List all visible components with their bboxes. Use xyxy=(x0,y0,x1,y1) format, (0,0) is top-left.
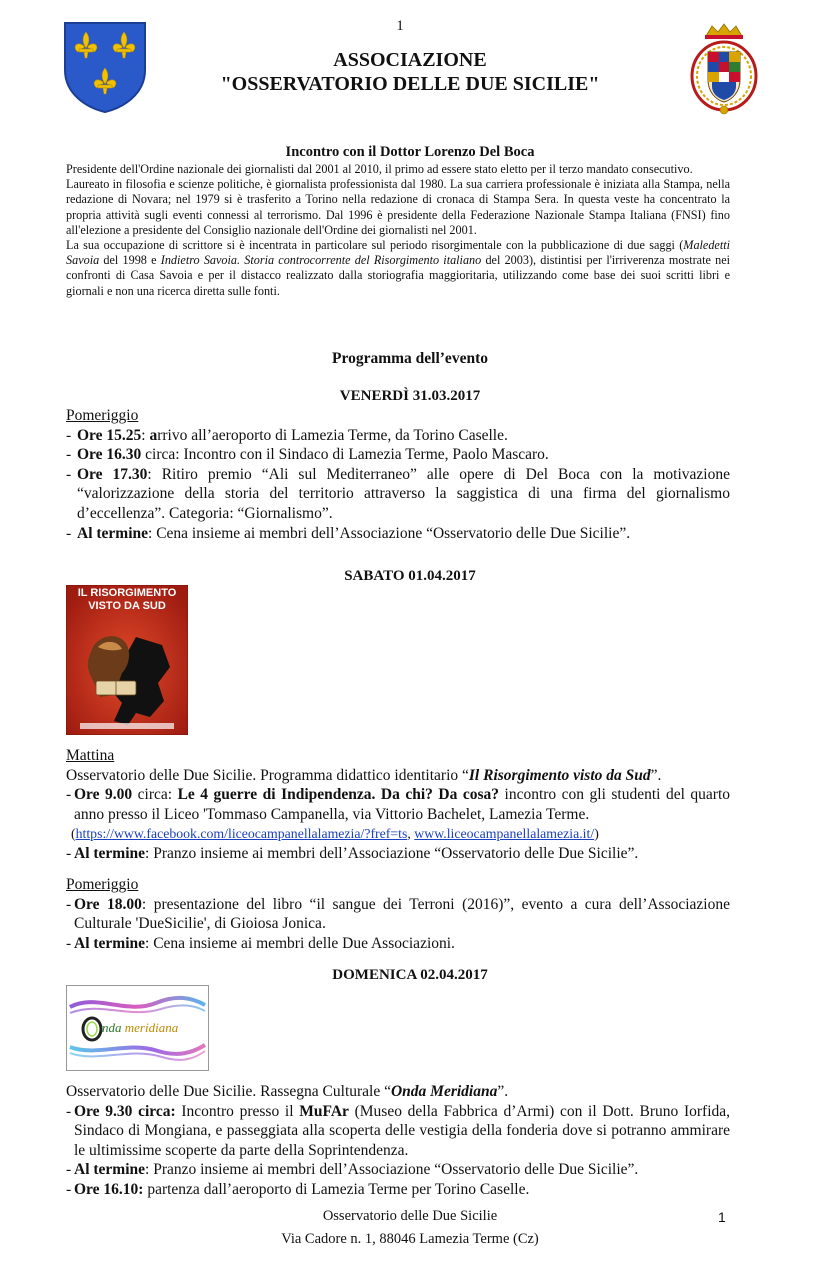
facebook-link[interactable]: https://www.facebook.com/liceocampanellalamezia/?fref=ts xyxy=(75,826,408,842)
item-text: : Cena insieme ai membri dell’Associazione “Osservatorio delle Due Sicilie”. xyxy=(148,524,631,542)
item-time: Al termine xyxy=(74,844,146,862)
bullet-dash: - xyxy=(66,446,72,464)
school-links xyxy=(66,824,730,844)
friday-schedule xyxy=(66,406,730,543)
intro-text: ”. xyxy=(497,1083,509,1100)
item-time: Ore 9.00 xyxy=(74,786,133,804)
title-line-1: ASSOCIAZIONE xyxy=(333,49,487,71)
item-time: Ore 17.30 xyxy=(77,465,148,483)
bullet-dash: - xyxy=(66,934,72,952)
item-text: : xyxy=(141,426,150,444)
bullet-dash: - xyxy=(66,844,72,862)
intro-text: Osservatorio delle Due Sicilie. Programma didattico identitario “ xyxy=(66,766,469,784)
separator: , xyxy=(407,826,415,842)
item-time: Ore 15.25 xyxy=(77,426,142,444)
bio-paragraph-2: Laureato in filosofia e scienze politiche, è giornalista professionista dal 1980. La sua carriera professionale è iniziata alla Stampa, nella redazione di Novara; nel 1979 si è trasferito a Torino nella redazione di cronaca di Stampa Sera. In questa veste ha concentrato la propria attività sugli eventi connessi al terrorismo. Dal 1996 è presidente della Federazione Nazionale Stampa Italiana (FNSI) fino all'elezione a presidente del Consiglio nazionale dell'Ordine dei giornalisti nel 2001. xyxy=(66,177,730,237)
saturday-afternoon-item-1 xyxy=(66,895,730,934)
item-text: circa: xyxy=(132,786,178,804)
item-text: partenza dall’aeroporto di Lamezia Terme per Torino Caselle. xyxy=(143,1180,530,1198)
friday-item-3 xyxy=(66,465,730,524)
bio-text: del 1998 e xyxy=(99,253,161,268)
book-title-maledetti-savoia: Maledetti Savoia xyxy=(66,238,730,268)
item-text: : Ritiro premio “Ali sul Mediterraneo” alle opere di Del Boca con la motivazione “valorizzazione della storia del territorio attraverso la saggistica di una firma del giornalismo d’eccellenza”. Categoria: “Giornalismo”. xyxy=(77,465,730,522)
sunday-intro xyxy=(66,1082,730,1102)
sunday-item-2 xyxy=(66,1160,730,1180)
onda-meridiana-logo-image xyxy=(66,985,209,1071)
bio-paragraph-1: Presidente dell'Ordine nazionale dei giornalisti dal 2001 al 2010, il primo ad essere stato eletto per il terzo mandato consecutivo. xyxy=(66,162,693,176)
sunday-item-3 xyxy=(66,1180,730,1200)
saturday-morning-schedule xyxy=(66,746,730,864)
friday-item-2 xyxy=(66,445,730,465)
saturday-morning-item-1 xyxy=(66,785,730,824)
paren: ) xyxy=(594,826,599,842)
poster-title xyxy=(66,587,188,613)
book-title-indietro-savoia: Indietro Savoia. Storia controcorrente del Risorgimento italiano xyxy=(160,253,482,268)
sunday-item-1 xyxy=(66,1102,730,1161)
poster-title-line-2: VISTO DA SUD xyxy=(88,600,166,612)
friday-item-1 xyxy=(66,426,730,446)
item-time: Al termine xyxy=(74,934,146,952)
bullet-dash: - xyxy=(66,465,72,483)
bullet-dash: - xyxy=(66,524,72,542)
item-text: : Pranzo insieme ai membri dell’Associazione “Osservatorio delle Due Sicilie”. xyxy=(145,1161,639,1179)
program-title: Il Risorgimento visto da Sud xyxy=(468,766,651,784)
saturday-afternoon-schedule xyxy=(66,875,730,953)
risorgimento-poster-image xyxy=(66,585,188,735)
saturday-morning-label: Mattina xyxy=(66,747,115,764)
item-text: : presentazione del libro “il sangue dei Terroni (2016)”, evento a cura dell’Associazione Culturale 'DueSicilie', di Gioiosa Jonica. xyxy=(74,895,730,933)
bio-text: La sua occupazione di scrittore si è incentrata in particolare sul periodo risorgimentale con la pubblicazione di due saggi ( xyxy=(66,238,684,253)
poster-title-line-1: IL RISORGIMENTO xyxy=(77,587,177,599)
item-text: incontro con gli studenti del quarto anno presso il Liceo 'Tommaso Campanella, via Vittorio Bachelet, Lamezia Terme. xyxy=(74,786,731,823)
item-text: : Pranzo insieme ai membri dell’Associazione “Osservatorio delle Due Sicilie”. xyxy=(145,844,639,862)
intro-heading: Incontro con il Dottor Lorenzo Del Boca xyxy=(285,144,535,160)
item-text-bold: Le 4 guerre di Indipendenza. Da chi? Da cosa? xyxy=(177,786,500,804)
bullet-dash: - xyxy=(66,786,72,804)
item-time: Al termine xyxy=(77,524,149,542)
website-link[interactable]: www.liceocampanellalamezia.it/ xyxy=(414,826,595,842)
onda-logo-word-1: nda xyxy=(102,1020,125,1035)
item-text: : Cena insieme ai membri delle Due Associazioni. xyxy=(145,934,455,952)
bullet-dash: - xyxy=(66,1102,72,1120)
paren: ( xyxy=(71,826,76,842)
saturday-morning-item-2 xyxy=(66,844,730,864)
bio-paragraph-3 xyxy=(66,238,730,299)
friday-heading: VENERDÌ 31.03.2017 xyxy=(339,388,481,404)
item-text: rrivo all’aeroporto di Lamezia Terme, da Torino Caselle. xyxy=(157,426,508,444)
footer-organization: Osservatorio delle Due Sicilie xyxy=(322,1208,498,1224)
bio-text: del 2003), distintisi per l'irriverenza mostrate nei confronti di Casa Savoia e per il distacco realizzato dalla storiografia maggioritaria, utilizzando come base dei suoi scritti libri e giornali e non una ricerca diretta sulle fonti. xyxy=(66,253,730,298)
item-text: Incontro presso il xyxy=(175,1102,300,1120)
item-text-bold: MuFAr xyxy=(299,1102,349,1120)
sunday-heading: DOMENICA 02.04.2017 xyxy=(332,967,488,983)
intro-text: Osservatorio delle Due Sicilie. Rassegna Culturale “ xyxy=(66,1083,391,1100)
association-title xyxy=(60,48,760,96)
saturday-heading: SABATO 01.04.2017 xyxy=(344,568,476,584)
bullet-dash: - xyxy=(66,895,72,913)
page-number-top: 1 xyxy=(396,18,404,34)
program-title: Onda Meridiana xyxy=(390,1083,498,1100)
item-text: (Museo della Fabbrica d’Armi) con il Dott. Bruno Iorfida, Sindaco di Mongiana, e passeggiata alla scoperta delle vestigia della fonderia dove si potranno ammirare le ultimissime scoperte da parte della Soprintendenza. xyxy=(74,1102,731,1159)
saturday-afternoon-item-2 xyxy=(66,934,730,954)
bullet-dash: - xyxy=(66,426,72,444)
item-time: Ore 18.00 xyxy=(74,895,142,913)
item-time: Ore 9.30 circa: xyxy=(74,1102,176,1120)
bullet-dash: - xyxy=(66,1180,72,1198)
intro-text: ”. xyxy=(650,766,662,784)
saturday-afternoon-label: Pomeriggio xyxy=(66,876,139,893)
item-text: circa: Incontro con il Sindaco di Lamezia Terme, Paolo Mascaro. xyxy=(141,446,549,464)
friday-item-4 xyxy=(66,524,730,544)
friday-afternoon-label: Pomeriggio xyxy=(66,407,139,424)
biography xyxy=(66,162,730,299)
title-line-2: "OSSERVATORIO DELLE DUE SICILIE" xyxy=(220,73,600,95)
program-heading: Programma dell’evento xyxy=(332,350,488,367)
item-time: Ore 16.10: xyxy=(74,1180,144,1198)
onda-logo-text xyxy=(102,1020,178,1036)
item-time: Al termine xyxy=(74,1161,146,1179)
saturday-morning-intro xyxy=(66,766,730,786)
onda-logo-word-2: meridiana xyxy=(124,1020,179,1035)
footer-address: Via Cadore n. 1, 88046 Lamezia Terme (Cz) xyxy=(281,1231,539,1247)
sunday-schedule xyxy=(66,1082,730,1200)
item-time: Ore 16.30 xyxy=(77,446,142,464)
royal-coat-of-arms-emblem xyxy=(686,22,762,116)
bullet-dash: - xyxy=(66,1161,72,1179)
item-text-bold: a xyxy=(149,426,158,444)
footer-page-number: 1 xyxy=(718,1209,726,1225)
